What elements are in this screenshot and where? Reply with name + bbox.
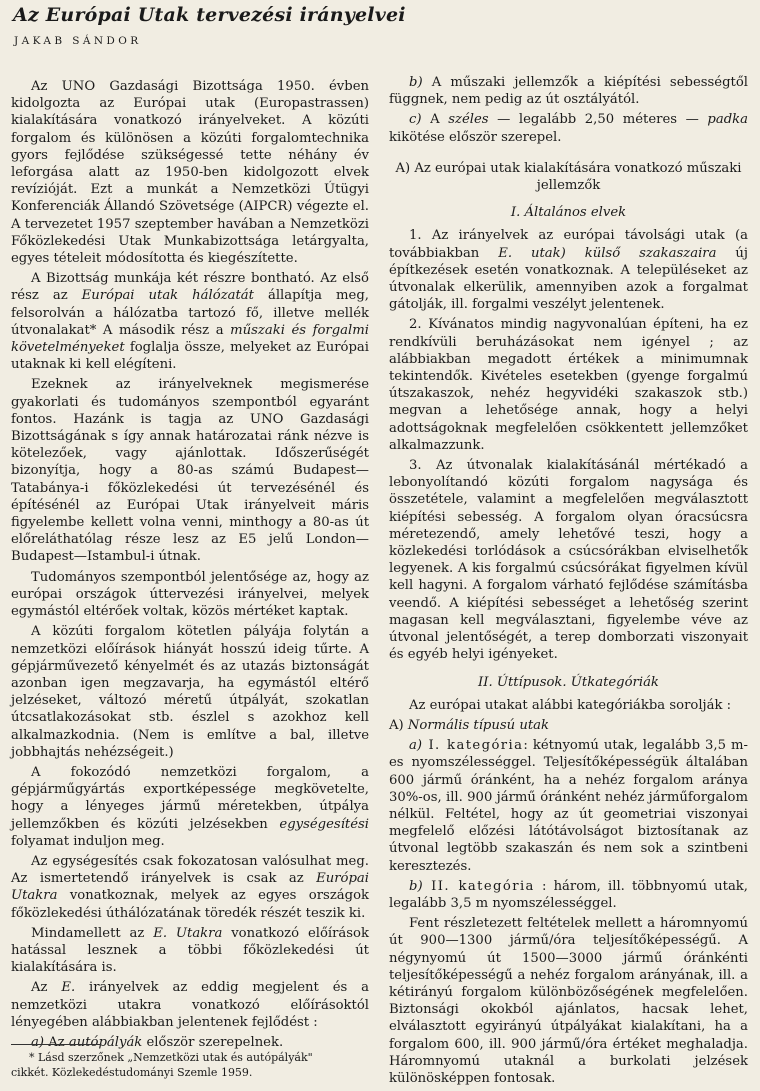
paragraph: 1. Az irányelvek az európai távolsági utak (a továbbiakban E. utak) külső szakaszaira új építkezések esetén vonatkoznak. A településeket az útvonalak elkerülik, amennyiben azok a forgalmat gátolják, ill. forgalmi veszélyt jelentenek.: [389, 228, 748, 313]
paragraph: A közúti forgalom kötetlen pályája folytán a nemzetközi előírások hiányát hosszú ideig tűrte. A gépjárművezető kényelmét és az utazás biztonságát azonban igen megzavarja, ha egymástól eltérő jelzéseket, változó méretű útpályát, szokatlan útcsatlakozásokat stb. észlel s azokhoz kell alkalmazkodnia. (Nem is említve a bal, illetve jobbhajtás nehézségeit.): [11, 624, 369, 760]
left-column: [11, 78, 369, 1054]
list-item: a) Az autópályák először szerepelnek.: [31, 1034, 284, 1050]
paragraph: A fokozódó nemzetközi forgalom, a gépjárműgyártás exportképessége megkövetelte, hogy a lényeges jármű méretekben, útpálya jellemzőkben és közúti jelzésekben egységesítési folyamat induljon meg.: [11, 764, 369, 849]
paragraph: Az európai utakat alábbi kategóriákba sorolják :: [409, 697, 732, 713]
paragraph: A Bizottság munkája két részre bontható. Az első rész az Európai utak hálózatát állapítja meg, felsorolván a hálózatba tartozó fő, illetve mellék útvonalakat* A második rész a műszaki és forgalmi követelményeket foglalja össze, melyeket az Európai utaknak ki kell elégíteni.: [11, 271, 369, 373]
list-item: a) I. kategória: kétnyomú utak, legalább 3,5 m-es nyomszélességgel. Teljesítőképességük általában 600 jármű óránként, ha a nehéz forgalom aránya 30%-os, ill. 900 jármű óránként nehéz járműforgalom nélkül. Feltétel, hogy az út geometriai viszonyai megfelelő előzési látótávolságot biztosítanak az útvonal legtöbb szakaszán és nem sok a szintbeni keresztezés.: [389, 738, 748, 874]
paragraph: Az E. irányelvek az eddig megjelent és a nemzetközi utakra vonatkozó előírásoktól lényegében alábbiakban jelentenek fejlődést :: [11, 980, 369, 1030]
paragraph: Fent részletezett feltételek mellett a háromnyomú út 900—1300 jármű/óra teljesítőképességű. A négynyomú út 1500—3000 jármű óránkénti teljesítőképességű a nehéz forgalom arányának, ill. a kétirányú forgalom különbözőségének megfelelően. Biztonsági okokból ajánlatos, hacsak lehet, elválasztott egyirányú útpályákat kialakítani, ha a forgalom 600, ill. 900 jármű/óra értéket meghaladja. Háromnyomú utaknál a burkolati jelzések különösképpen fontosak.: [389, 916, 748, 1086]
subsection-heading: I. Általános elvek: [510, 205, 627, 221]
paragraph: 3. Az útvonalak kialakításánál mértékadó a lebonyolítandó közúti forgalom nagysága és összetétele, valamint a megfelelően megválasztott kiépítési sebesség. A forgalom olyan óracsúcsra méretezendő, amely lehetővé teszi, hogy a közlekedési torlódások a csúcsórákban elviselhetők legyenek. A kis forgalmú csúcsórákat figyelmen kívül kell hagyni. A forgalom várható fejlődése számításba veendő. A kiépítési sebességet a lehetőség szerint magasan kell megválasztani, figyelembe véve az útvonal jelentőségét, a terep domborzati viszonyait és egyéb helyi igényeket.: [389, 458, 748, 663]
paragraph: Az UNO Gazdasági Bizottsága 1950. évben kidolgozta az Európai utak (Europastrassen) kialakítására vonatkozó irányelveket. A közúti forgalom és különösen a közúti forgalomtechnika gyors fejlődése szükségessé tette néhány év leforgása alatt az 1950-ben kidolgozott elvek revízióját. Ezt a munkát a Nemzetközi Útügyi Konferenciák Állandó Szövetsége (AIPCR) végezte el. A tervezetet 1957 szeptember havában a Nemzetközi Főközlekedési Utak Munkabizottsága letárgyalta, egyes tételeit módosította és kiegészítette.: [11, 79, 369, 267]
right-column: [389, 74, 748, 1090]
paragraph: Ezeknek az irányelveknek megismerése gyakorlati és tudományos szempontból egyaránt fontos. Hazánk is tagja az UNO Gazdasági Bizottságának s így annak határozatai ránk nézve is kötelezőek, vagy ajánlottak. Időszerűségét bizonyítja, hogy a 80-as számú Budapest—Tatabánya-i főközlekedési út tervezésénél és építésénél az Európai Utak irányelveit máris figyelembe kellett volna venni, minthogy a 80-as út előreláthatólag része lesz az E5 jelű London—Budapest—Istambul-i útnak.: [11, 377, 369, 565]
footnote-line: * Lásd szerzőnek „Nemzetközi utak és autópályák": [29, 1051, 313, 1064]
subsection-heading: II. Úttípusok. Útkategóriák: [478, 674, 659, 690]
article-author: JAKAB SÁNDOR: [14, 35, 142, 47]
section-heading: A) Az európai utak kialakítására vonatkozó műszaki jellemzők: [395, 160, 742, 194]
footnote-line: cikkét. Közlekedéstudományi Szemle 1959.: [11, 1066, 253, 1079]
list-item: c) A széles — legalább 2,50 méteres — padka kikötése először szerepel.: [389, 112, 748, 145]
paragraph: 2. Kívánatos mindig nagyvonalúan építeni, ha ez rendkívüli beruházásokat nem igényel ; az alábbiakban megadott értékek a minimumnak tekintendők. Kivételes esetekben (gyenge forgalmú útszakaszok, nehéz hegyvidéki szakaszok stb.) megvan a lehetősége annak, hogy a helyi adottságoknak megfelelően csökkentett jellemzőket alkalmazzunk.: [389, 317, 748, 453]
footnote: [11, 1050, 369, 1080]
paragraph: Tudományos szempontból jelentősége az, hogy az európai országok úttervezési irányelvei, melyek egymástól eltérőek voltak, közös mértéket kaptak.: [11, 569, 369, 620]
footnote-divider: [11, 1044, 101, 1045]
paragraph: Az egységesítés csak fokozatosan valósulhat meg. Az ismertetendő irányelvek is csak az Európai Utakra vonatkoznak, melyek az egyes országok főközlekedési úthálózatának töredék részét teszik ki.: [11, 853, 369, 921]
paragraph: A) Normális típusú utak: [389, 717, 549, 733]
list-item: b) II. kategória : három, ill. többnyomú utak, legalább 3,5 m nyomszélességgel.: [389, 878, 748, 911]
list-item: b) A műszaki jellemzők a kiépítési sebességtől függnek, nem pedig az út osztályától.: [389, 75, 748, 108]
article-title: Az Európai Utak tervezési irányelvei: [13, 4, 406, 26]
paragraph: Mindamellett az E. Utakra vonatkozó előírások hatással lesznek a többi főközlekedési út kialakítására is.: [11, 925, 369, 976]
